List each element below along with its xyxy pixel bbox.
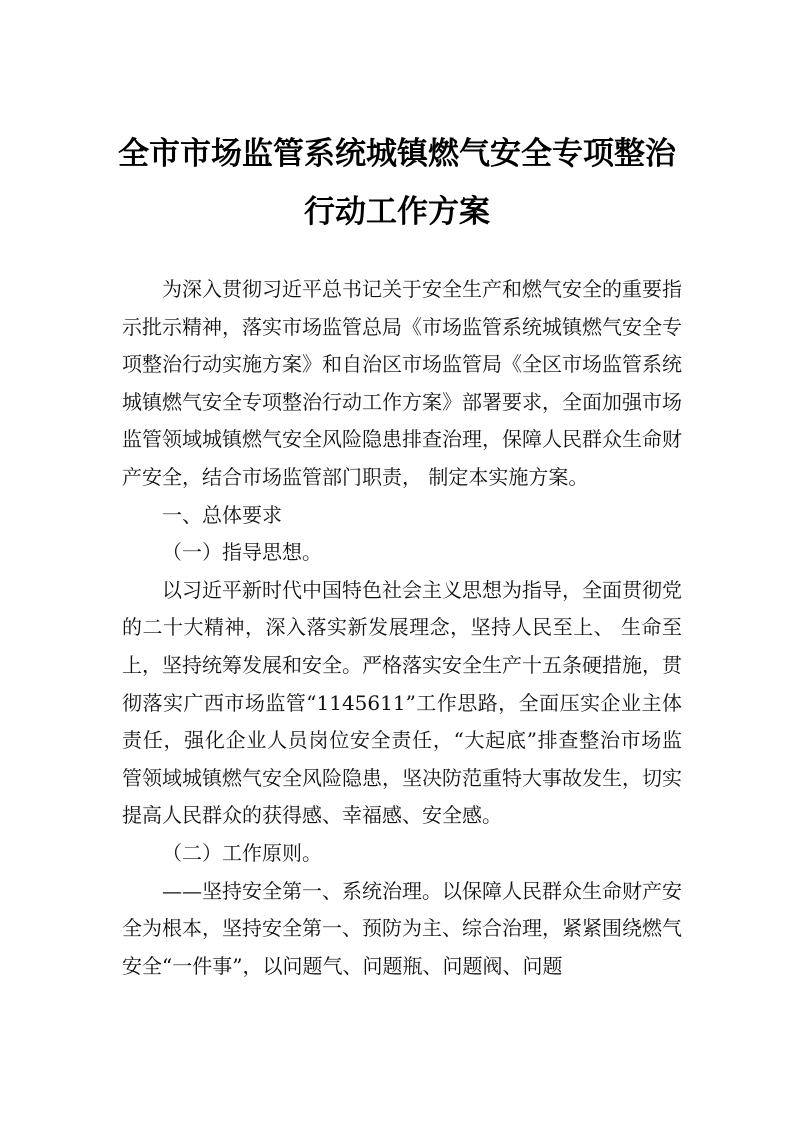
document-title-line-1: 全市市场监管系统城镇燃气安全专项整治 [118,136,676,172]
section-heading-general-requirements: 一、总体要求 [162,502,282,527]
document-title-line-2: 行动工作方案 [304,194,490,230]
work-principle-paragraph: ——坚持安全第一、系统治理。以保障人民群众生命财产安全为根本，坚持安全第一、预防为主、综合治理，紧紧围绕燃气安全“一件事”，以问题气、问题瓶、问题阀、问题 [122,878,682,978]
document-body [122,271,682,985]
subsection-heading-work-principles: （二）工作原则。 [162,840,322,865]
guiding-ideology-paragraph: 以习近平新时代中国特色社会主义思想为指导，全面贯彻党的二十大精神，深入落实新发展理念，坚持人民至上、 生命至上，坚持统筹发展和安全。严格落实安全生产十五条硬措施，贯彻落实广西市场监管“1145611”工作思路，全面压实企业主体责任，强化企业人员岗位安全责任，“大起底”排查整治市场监管领域城镇燃气安全风险隐患，坚决防范重特大事故发生，切实提高人民群众的获得感、幸福感、安全感。 [122,577,682,828]
intro-paragraph: 为深入贯彻习近平总书记关于安全生产和燃气安全的重要指示批示精神，落实市场监管总局《市场监管系统城镇燃气安全专项整治行动实施方案》和自治区市场监管局《全区市场监管系统城镇燃气安全专项整治行动工作方案》部署要求，全面加强市场监管领域城镇燃气安全风险隐患排查治理，保障人民群众生命财产安全，结合市场监管部门职责， 制定本实施方案。 [122,277,682,489]
subsection-heading-guiding-ideology: （一）指导思想。 [162,540,322,565]
